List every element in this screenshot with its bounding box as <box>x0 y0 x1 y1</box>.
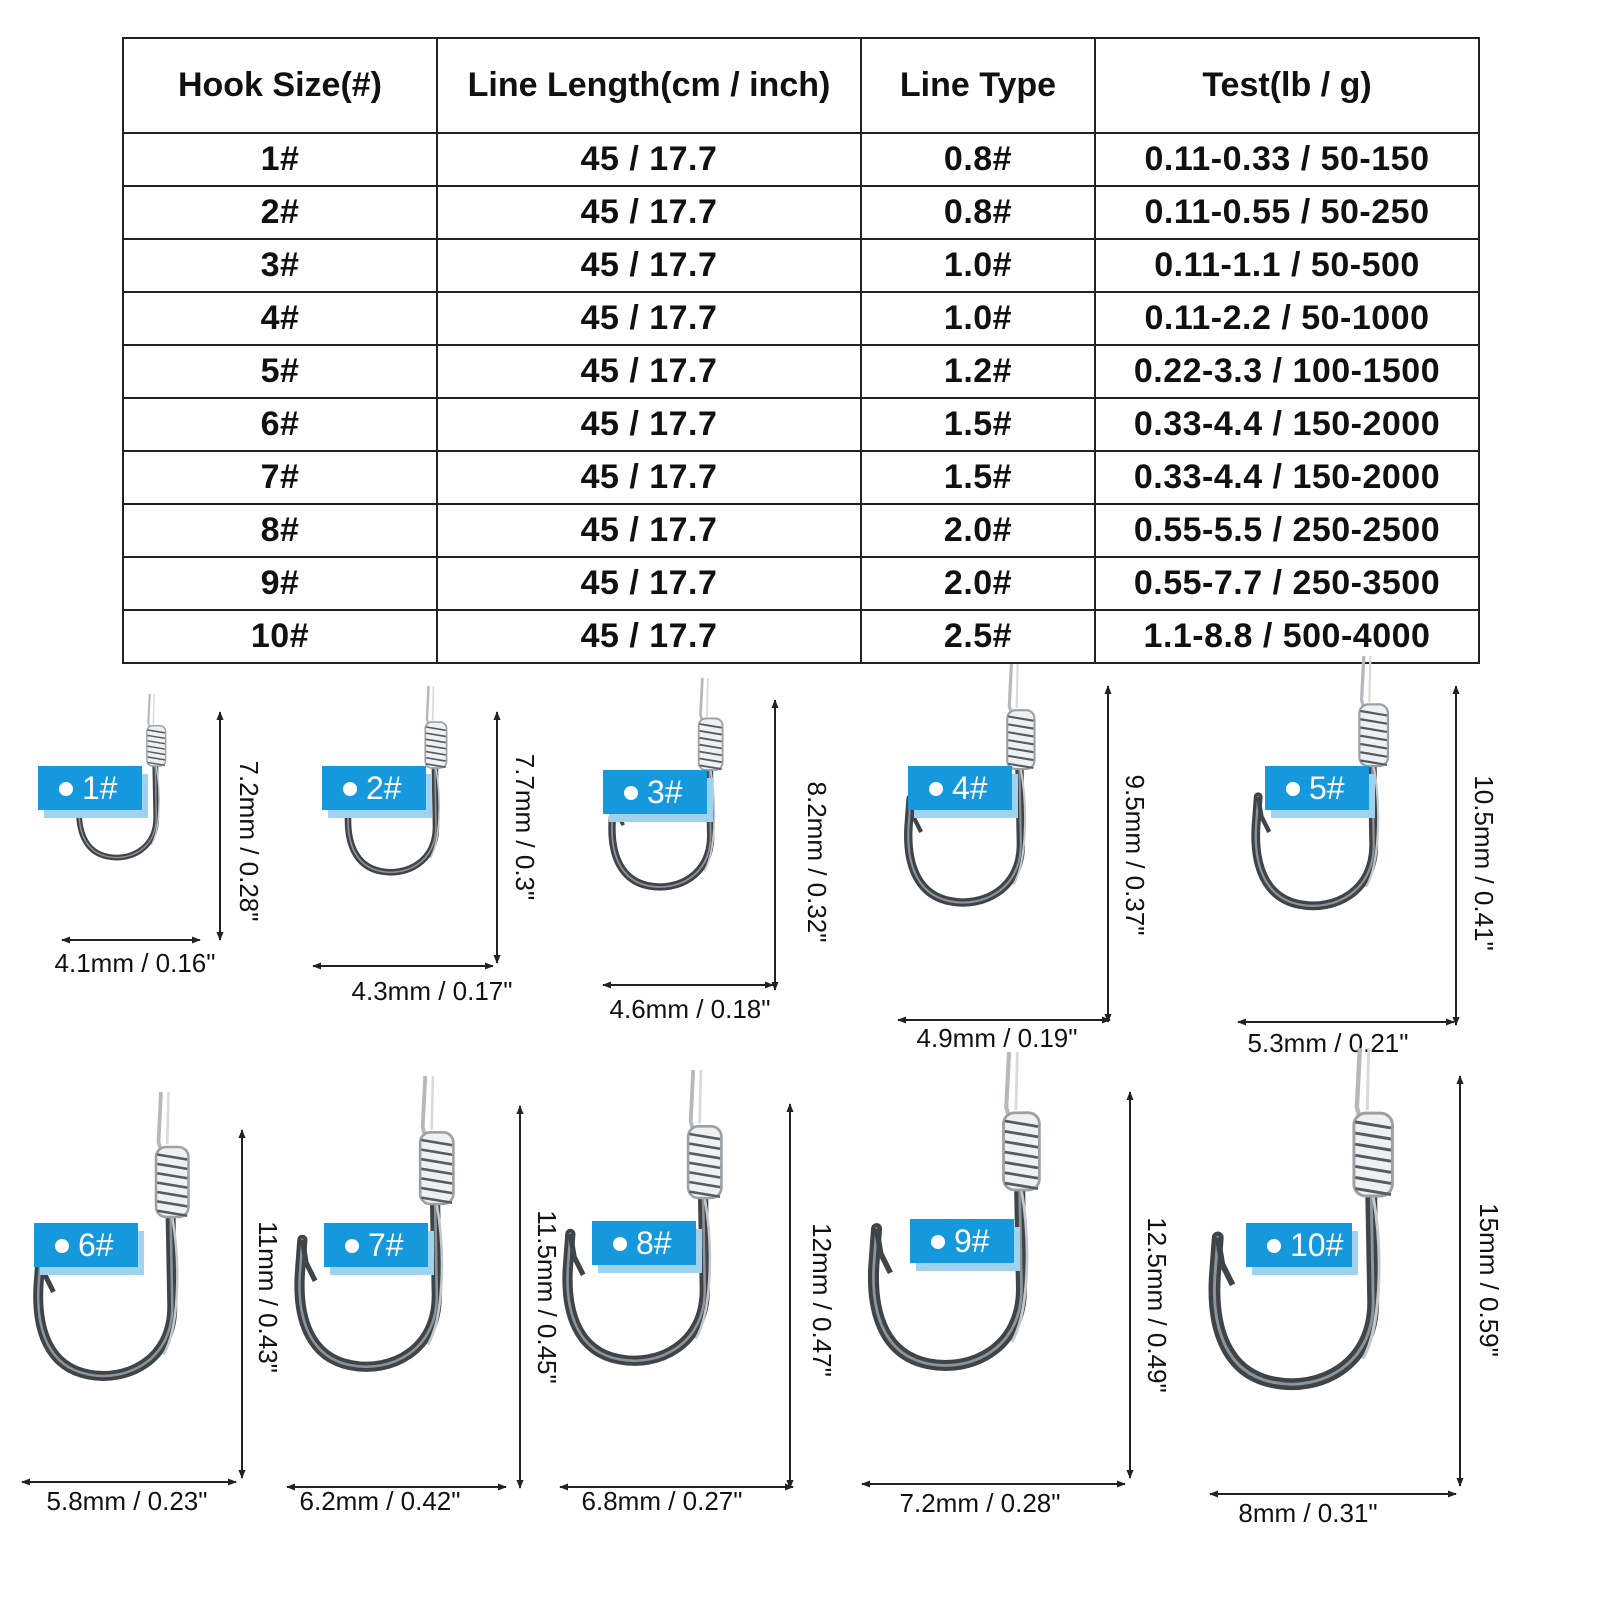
cell-line-type: 1.0# <box>861 239 1095 292</box>
height-dimension-label: 7.7mm / 0.3" <box>510 753 540 901</box>
height-dimension-label: 11mm / 0.43" <box>253 1221 283 1373</box>
height-dimension-label: 9.5mm / 0.37" <box>1120 774 1150 936</box>
header-hook-size: Hook Size(#) <box>123 38 437 133</box>
size-badge <box>38 766 148 818</box>
bullet-dot-icon <box>59 782 73 796</box>
height-dimension-label: 12.5mm / 0.49" <box>1142 1217 1172 1393</box>
width-dimension-label: 5.8mm / 0.23" <box>46 1486 208 1516</box>
size-badge-label: 7# <box>368 1227 404 1263</box>
height-dimension-label: 15mm / 0.59" <box>1474 1203 1504 1357</box>
cell-line-length: 45 / 17.7 <box>437 186 861 239</box>
cell-line-type: 1.0# <box>861 292 1095 345</box>
hook-item <box>1210 1048 1504 1528</box>
bullet-dot-icon <box>345 1239 359 1253</box>
fishing-hook-icon <box>1214 1048 1392 1384</box>
cell-hook-size: 9# <box>123 557 437 610</box>
width-dimension-label: 4.6mm / 0.18" <box>609 994 771 1024</box>
cell-hook-size: 2# <box>123 186 437 239</box>
cell-line-type: 1.2# <box>861 345 1095 398</box>
size-badge <box>592 1221 702 1273</box>
size-badge <box>908 766 1018 818</box>
size-badge <box>324 1223 434 1275</box>
cell-test: 1.1-8.8 / 500-4000 <box>1095 610 1479 663</box>
cell-line-length: 45 / 17.7 <box>437 398 861 451</box>
size-badge <box>1265 766 1375 818</box>
size-badge <box>322 766 432 818</box>
fishing-hook-icon <box>299 1076 453 1367</box>
size-badge-label: 5# <box>1309 770 1345 806</box>
header-line-length: Line Length(cm / inch) <box>437 38 861 133</box>
hook-item <box>287 1076 562 1516</box>
bullet-dot-icon <box>931 1235 945 1249</box>
cell-hook-size: 6# <box>123 398 437 451</box>
cell-hook-size: 4# <box>123 292 437 345</box>
hook-item <box>560 1070 837 1516</box>
cell-test: 0.11-0.55 / 50-250 <box>1095 186 1479 239</box>
cell-line-type: 0.8# <box>861 133 1095 186</box>
bullet-dot-icon <box>613 1237 627 1251</box>
cell-hook-size: 8# <box>123 504 437 557</box>
size-badge <box>1246 1223 1358 1275</box>
size-badge-label: 10# <box>1290 1227 1344 1263</box>
size-badge <box>603 770 713 822</box>
bullet-dot-icon <box>1267 1239 1281 1253</box>
header-line-type: Line Type <box>861 38 1095 133</box>
cell-test: 0.33-4.4 / 150-2000 <box>1095 398 1479 451</box>
cell-test: 0.33-4.4 / 150-2000 <box>1095 451 1479 504</box>
cell-line-type: 2.0# <box>861 504 1095 557</box>
cell-line-length: 45 / 17.7 <box>437 451 861 504</box>
cell-hook-size: 7# <box>123 451 437 504</box>
width-dimension-label: 6.2mm / 0.42" <box>299 1486 461 1516</box>
size-badge-label: 1# <box>82 770 118 806</box>
bullet-dot-icon <box>929 782 943 796</box>
size-badge-label: 8# <box>636 1225 672 1261</box>
width-dimension-label: 5.3mm / 0.21" <box>1247 1028 1409 1058</box>
cell-line-length: 45 / 17.7 <box>437 292 861 345</box>
cell-line-length: 45 / 17.7 <box>437 504 861 557</box>
cell-test: 0.55-5.5 / 250-2500 <box>1095 504 1479 557</box>
hook-item <box>862 1052 1172 1518</box>
cell-test: 0.55-7.7 / 250-3500 <box>1095 557 1479 610</box>
bullet-dot-icon <box>343 782 357 796</box>
cell-line-length: 45 / 17.7 <box>437 239 861 292</box>
bullet-dot-icon <box>1286 782 1300 796</box>
hook-item <box>1238 656 1499 1058</box>
hook-item <box>22 1092 283 1516</box>
cell-line-type: 0.8# <box>861 186 1095 239</box>
height-dimension-label: 12mm / 0.47" <box>807 1223 837 1377</box>
hook-item <box>603 678 832 1024</box>
size-badge-label: 4# <box>952 770 988 806</box>
height-dimension-label: 10.5mm / 0.41" <box>1469 775 1499 951</box>
cell-test: 0.11-0.33 / 50-150 <box>1095 133 1479 186</box>
width-dimension-label: 7.2mm / 0.28" <box>899 1488 1061 1518</box>
cell-test: 0.11-2.2 / 50-1000 <box>1095 292 1479 345</box>
cell-hook-size: 3# <box>123 239 437 292</box>
width-dimension-label: 4.3mm / 0.17" <box>351 976 513 1006</box>
width-dimension-label: 6.8mm / 0.27" <box>581 1486 743 1516</box>
size-badge <box>34 1223 144 1275</box>
bullet-dot-icon <box>55 1239 69 1253</box>
hook-item <box>313 686 540 1006</box>
width-dimension-label: 4.9mm / 0.19" <box>916 1023 1078 1053</box>
cell-test: 0.11-1.1 / 50-500 <box>1095 239 1479 292</box>
cell-hook-size: 1# <box>123 133 437 186</box>
size-badge-label: 6# <box>78 1227 114 1263</box>
cell-line-length: 45 / 17.7 <box>437 610 861 663</box>
cell-line-type: 1.5# <box>861 398 1095 451</box>
cell-line-type: 1.5# <box>861 451 1095 504</box>
fishing-hook-icon <box>567 1070 721 1361</box>
fishing-hook-icon <box>873 1052 1039 1365</box>
cell-test: 0.22-3.3 / 100-1500 <box>1095 345 1479 398</box>
height-dimension-label: 7.2mm / 0.28" <box>234 760 264 922</box>
cell-line-type: 2.0# <box>861 557 1095 610</box>
height-dimension-label: 8.2mm / 0.32" <box>802 781 832 943</box>
size-badge-label: 9# <box>954 1223 990 1259</box>
height-dimension-label: 11.5mm / 0.45" <box>532 1210 562 1384</box>
hook-item <box>898 664 1150 1053</box>
cell-hook-size: 10# <box>123 610 437 663</box>
size-badge <box>910 1219 1020 1271</box>
bullet-dot-icon <box>624 786 638 800</box>
header-test: Test(lb / g) <box>1095 38 1479 133</box>
cell-line-length: 45 / 17.7 <box>437 557 861 610</box>
size-badge-label: 2# <box>366 770 402 806</box>
size-badge-label: 3# <box>647 774 683 810</box>
cell-line-length: 45 / 17.7 <box>437 133 861 186</box>
cell-line-type: 2.5# <box>861 610 1095 663</box>
hook-item <box>38 694 264 978</box>
width-dimension-label: 4.1mm / 0.16" <box>54 948 216 978</box>
cell-hook-size: 5# <box>123 345 437 398</box>
width-dimension-label: 8mm / 0.31" <box>1238 1498 1378 1528</box>
cell-line-length: 45 / 17.7 <box>437 345 861 398</box>
